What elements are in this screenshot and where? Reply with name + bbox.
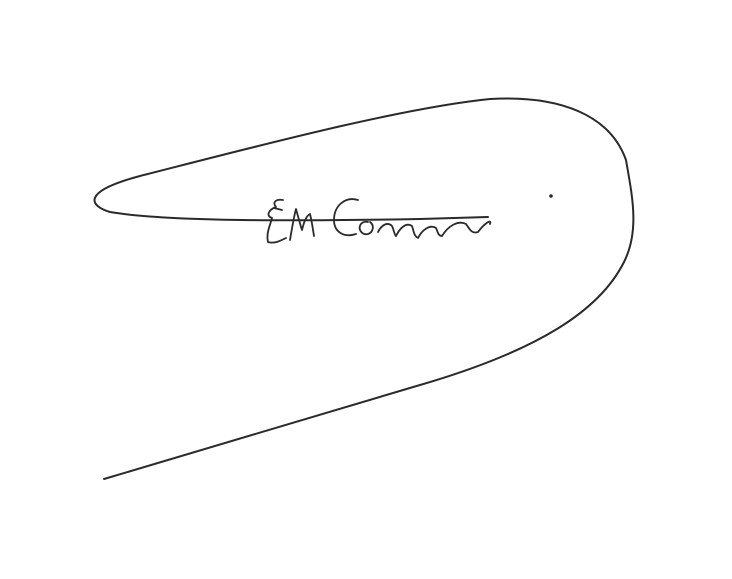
signature-flourish — [95, 99, 634, 479]
signature-dot — [549, 194, 553, 198]
